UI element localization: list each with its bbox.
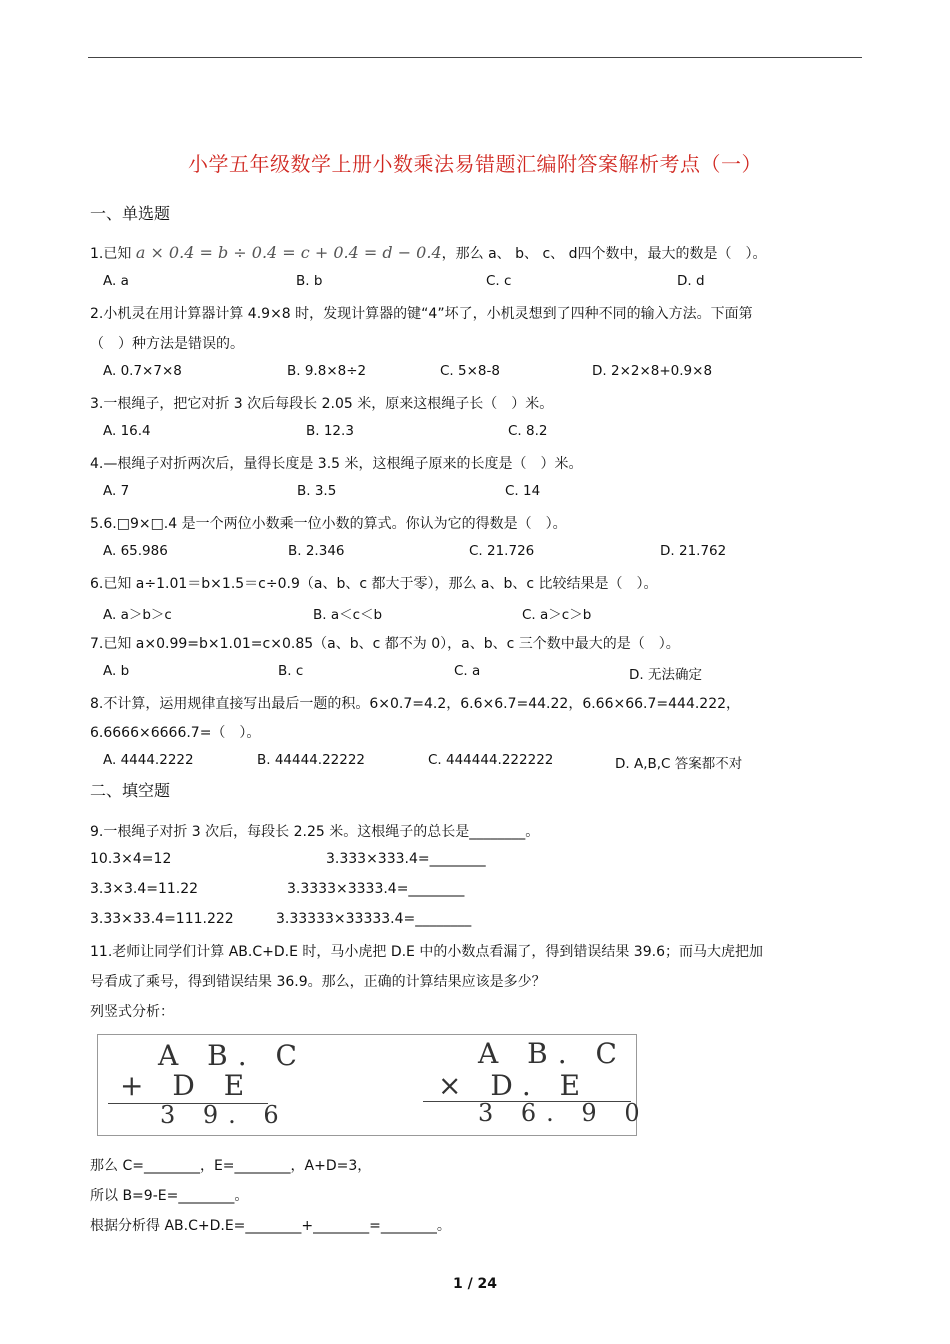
q5-option-b[interactable]: B. 2.346 [288, 543, 345, 559]
q3-option-b[interactable]: B. 12.3 [306, 423, 354, 439]
question-1-suffix: ，那么 a、 b、 c、 d四个数中，最大的数是（ ）。 [441, 246, 767, 262]
q10-row-1-right: 3.333×333.4=________ [326, 851, 486, 867]
question-2-line-1: 2.小机灵在用计算器计算 4.9×8 时，发现计算器的键“4”坏了，小机灵想到了四种不同的输入方法。下面第 [90, 306, 753, 322]
question-8-line-2: 6.6666×6666.7=（ ）。 [90, 725, 261, 741]
q3-option-a[interactable]: A. 16.4 [103, 423, 151, 439]
question-3: 3.一根绳子，把它对折 3 次后每段长 2.05 米，原来这根绳子长（ ）米。 [90, 396, 554, 412]
question-2-line-2: （ ）种方法是错误的。 [90, 336, 244, 352]
question-8-line-1: 8.不计算，运用规律直接写出最后一题的积。6×0.7=4.2，6.6×6.7=44.22，6.66×66.7=444.222， [90, 696, 741, 712]
q10-row-3-left: 3.33×33.4=111.222 [90, 911, 234, 927]
question-5: 5.6.□9×□.4 是一个两位小数乘一位小数的算式。你认为它的得数是（ ）。 [90, 516, 567, 532]
question-11-line-3: 那么 C=________，E=________，A+D=3， [90, 1158, 372, 1174]
analysis-label: 列竖式分析： [90, 1004, 174, 1020]
q6-option-b[interactable]: B. a＜c＜b [313, 607, 383, 623]
q7-option-c[interactable]: C. a [454, 663, 481, 679]
q8-option-d[interactable]: D. A,B,C 答案都不对 [615, 756, 743, 772]
question-7: 7.已知 a×0.99=b×1.01=c×0.85（a、b、c 都不为 0），a、b、c 三个数中最大的是（ ）。 [90, 636, 680, 652]
question-1 [90, 243, 766, 263]
q7-option-b[interactable]: B. c [278, 663, 304, 679]
question-6: 6.已知 a÷1.01＝b×1.5＝c÷0.9（a、b、c 都大于零），那么 a、b、c 比较结果是（ ）。 [90, 576, 658, 592]
q10-row-1-left: 10.3×4=12 [90, 851, 172, 867]
question-11-line-5: 根据分析得 AB.C+D.E=________+________=________。 [90, 1218, 451, 1234]
page-number: 1 / 24 [452, 1276, 498, 1292]
q8-option-b[interactable]: B. 44444.22222 [257, 752, 366, 768]
q7-option-a[interactable]: A. b [103, 663, 130, 679]
question-11-line-1: 11.老师让同学们计算 AB.C+D.E 时，马小虎把 D.E 中的小数点看漏了，得到错误结果 39.6；而马大虎把加 [90, 944, 763, 960]
question-11-line-2: 号看成了乘号，得到错误结果 36.9。那么，正确的计算结果应该是多少？ [90, 974, 546, 990]
q4-option-a[interactable]: A. 7 [103, 483, 130, 499]
mul-middle-row: × D. E [438, 1069, 591, 1102]
section-heading-single-choice: 一、单选题 [90, 204, 171, 223]
q8-option-c[interactable]: C. 444444.222222 [428, 752, 554, 768]
question-1-prefix: 1.已知 [90, 246, 132, 262]
q3-option-c[interactable]: C. 8.2 [508, 423, 548, 439]
add-top-row: A B. C [158, 1039, 307, 1072]
q2-option-b[interactable]: B. 9.8×8÷2 [287, 363, 367, 379]
section-heading-fill-blank: 二、填空题 [90, 781, 171, 800]
q10-row-2-left: 3.3×3.4=11.22 [90, 881, 199, 897]
q10-row-3-right: 3.33333×33333.4=________ [276, 911, 472, 927]
q2-option-a[interactable]: A. 0.7×7×8 [103, 363, 182, 379]
header-rule [88, 57, 862, 58]
q6-option-c[interactable]: C. a＞c＞b [522, 607, 592, 623]
add-result-row: 3 9. 6 [160, 1101, 289, 1129]
q6-option-a[interactable]: A. a＞b＞c [103, 607, 172, 623]
question-4: 4.—根绳子对折两次后，量得长度是 3.5 米，这根绳子原来的长度是（ ）米。 [90, 456, 583, 472]
q1-option-a[interactable]: A. a [103, 273, 129, 289]
vertical-calculation-image [97, 1034, 650, 1136]
q5-option-c[interactable]: C. 21.726 [469, 543, 535, 559]
q5-option-a[interactable]: A. 65.986 [103, 543, 168, 559]
page-title: 小学五年级数学上册小数乘法易错题汇编附答案解析考点（一） [188, 152, 762, 176]
mul-result-row: 3 6. 9 0 [478, 1099, 650, 1127]
q1-option-d[interactable]: D. d [677, 273, 705, 289]
add-middle-row: + D E [120, 1069, 255, 1102]
q2-option-d[interactable]: D. 2×2×8+0.9×8 [592, 363, 713, 379]
q7-option-d[interactable]: D. 无法确定 [629, 667, 702, 683]
q8-option-a[interactable]: A. 4444.2222 [103, 752, 194, 768]
mul-top-row: A B. C [478, 1037, 627, 1070]
q4-option-c[interactable]: C. 14 [505, 483, 541, 499]
q1-option-c[interactable]: C. c [486, 273, 512, 289]
q1-option-b[interactable]: B. b [296, 273, 323, 289]
question-9: 9.一根绳子对折 3 次后，每段长 2.25 米。这根绳子的总长是________。 [90, 824, 540, 840]
q10-row-2-right: 3.3333×3333.4=________ [287, 881, 465, 897]
q5-option-d[interactable]: D. 21.762 [660, 543, 727, 559]
question-11-line-4: 所以 B=9-E=________。 [90, 1188, 249, 1204]
question-1-formula: a × 0.4 = b ÷ 0.4 = c + 0.4 = d − 0.4 [135, 243, 442, 262]
q4-option-b[interactable]: B. 3.5 [297, 483, 337, 499]
q2-option-c[interactable]: C. 5×8-8 [440, 363, 500, 379]
